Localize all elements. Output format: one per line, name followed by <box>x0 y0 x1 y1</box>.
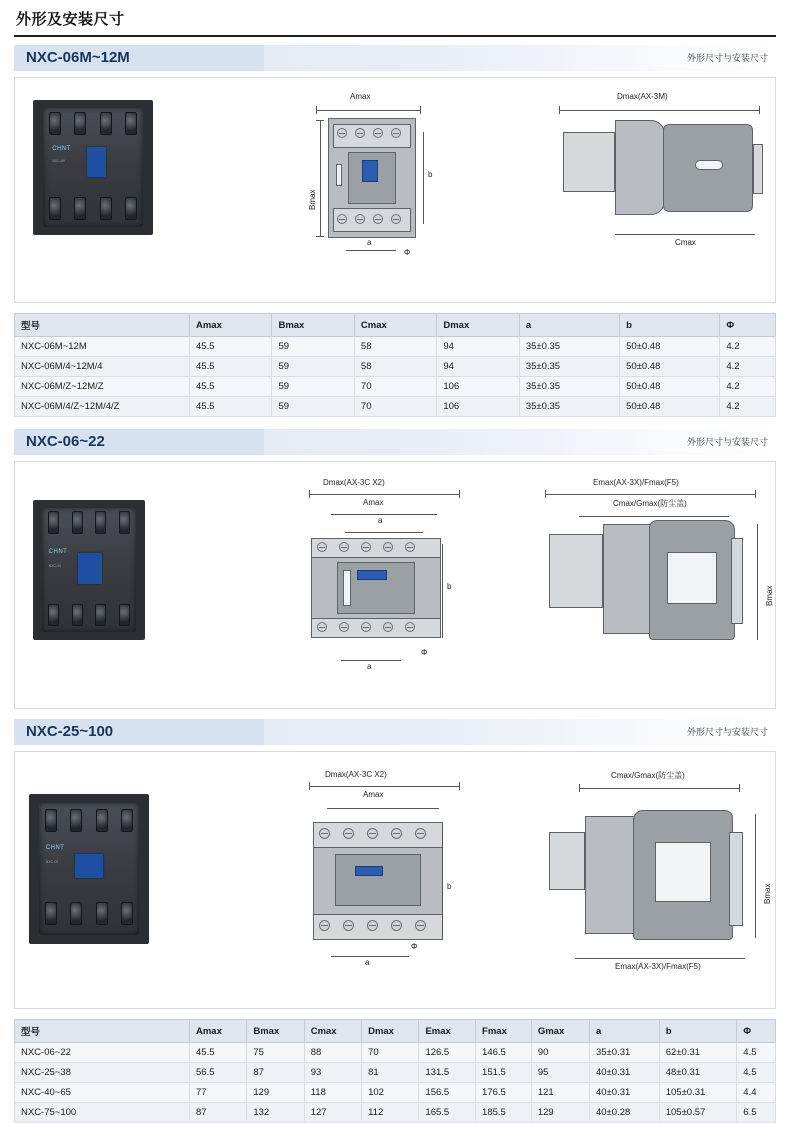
dim-cmax-2: Cmax/Gmax(防尘盖) <box>613 499 687 508</box>
screw-icon <box>391 214 401 224</box>
dim-a-3: a <box>365 958 370 967</box>
device-side-slot <box>343 570 351 606</box>
screw-icon <box>405 622 415 632</box>
side-main-block <box>603 524 653 634</box>
device-center <box>335 854 421 906</box>
cell-a: 40±0.31 <box>589 1083 659 1103</box>
terminal <box>48 604 59 626</box>
cell-amax: 45.5 <box>190 377 272 397</box>
terminal <box>70 902 82 925</box>
terminal <box>119 604 130 626</box>
terminal <box>74 112 86 135</box>
cell-dmax: 106 <box>437 397 519 417</box>
photo-bottom-terminals <box>42 604 136 626</box>
cell-a: 35±0.35 <box>519 377 619 397</box>
table-header-row <box>15 314 776 337</box>
cell-model: NXC-06M/Z~12M/Z <box>15 377 190 397</box>
cell-amax: 45.5 <box>190 357 272 377</box>
cell-bmax: 87 <box>247 1063 304 1083</box>
terminal <box>74 197 86 220</box>
cell-cmax: 58 <box>354 357 436 377</box>
product-photo-3 <box>29 794 149 944</box>
terminal <box>121 902 133 925</box>
th-dmax: Dmax <box>437 314 519 337</box>
cell-bmax: 129 <box>247 1083 304 1103</box>
terminal <box>125 112 137 135</box>
cell-cmax: 118 <box>304 1083 361 1103</box>
cell-bmax: 59 <box>272 377 354 397</box>
screw-icon <box>339 542 349 552</box>
photo-top-terminals <box>42 511 136 533</box>
terminal <box>70 809 82 832</box>
device-bottom-band <box>311 618 441 638</box>
photo-blue-button <box>87 147 106 177</box>
dim-phi-3: Φ <box>411 942 418 951</box>
terminal <box>125 197 137 220</box>
section-header-3 <box>14 719 776 745</box>
cell-dmax: 94 <box>437 357 519 377</box>
cell-model: NXC-75~100 <box>15 1103 190 1123</box>
side-slot <box>695 160 723 170</box>
screw-icon <box>367 828 378 839</box>
cell-fmax: 176.5 <box>476 1083 532 1103</box>
photo-bottom-terminals <box>39 902 140 925</box>
spec-table-1 <box>14 313 776 417</box>
th-gmax: Gmax <box>531 1020 589 1043</box>
th-bmax: Bmax <box>247 1020 304 1043</box>
th-amax: Amax <box>190 314 272 337</box>
front-view-drawing-2 <box>295 478 485 688</box>
device-side-slot <box>336 164 342 186</box>
brand-label: CHNT <box>48 549 68 555</box>
cell-model: NXC-06M/4~12M/4 <box>15 357 190 377</box>
cell-b: 50±0.48 <box>620 357 720 377</box>
cell-b: 50±0.48 <box>620 377 720 397</box>
section-note-3: 外形尺寸与安装尺寸 <box>686 727 768 737</box>
th-amax: Amax <box>190 1020 247 1043</box>
th-model: 型号 <box>15 314 190 337</box>
cell-phi: 4.2 <box>720 397 776 417</box>
screw-icon <box>317 542 327 552</box>
screw-icon <box>319 920 330 931</box>
dim-emax-3: Emax(AX-3X)/Fmax(F5) <box>615 962 701 971</box>
terminal <box>96 809 108 832</box>
cell-a: 35±0.35 <box>519 357 619 377</box>
cell-amax: 45.5 <box>190 397 272 417</box>
cell-model: NXC-40~65 <box>15 1083 190 1103</box>
cell-cmax: 93 <box>304 1063 361 1083</box>
terminal <box>48 511 59 533</box>
cell-bmax: 132 <box>247 1103 304 1123</box>
screw-icon <box>391 920 402 931</box>
cell-phi: 4.5 <box>737 1063 776 1083</box>
cell-b: 48±0.31 <box>659 1063 737 1083</box>
section-title-2: NXC-06~22 <box>26 433 105 450</box>
screw-icon <box>373 128 383 138</box>
screw-icon <box>337 214 347 224</box>
side-tab <box>731 538 743 624</box>
cell-bmax: 59 <box>272 357 354 377</box>
dim-b-3: b <box>447 882 452 891</box>
dim-dmax-2: Dmax(AX-3C X2) <box>323 478 385 487</box>
screw-icon <box>337 128 347 138</box>
terminal <box>45 902 57 925</box>
screw-icon <box>415 920 426 931</box>
screw-icon <box>343 920 354 931</box>
screw-icon <box>405 542 415 552</box>
cell-amax: 45.5 <box>190 337 272 357</box>
cell-phi: 6.5 <box>737 1103 776 1123</box>
photo-blue-button <box>75 854 104 878</box>
table-row <box>15 1063 776 1083</box>
cell-cmax: 58 <box>354 337 436 357</box>
screw-icon <box>361 622 371 632</box>
cell-a: 35±0.31 <box>589 1043 659 1063</box>
cell-gmax: 95 <box>531 1063 589 1083</box>
cell-cmax: 127 <box>304 1103 361 1123</box>
front-view-drawing-1 <box>300 92 460 272</box>
dim-bmax-2: Bmax <box>765 585 774 606</box>
cell-b: 50±0.48 <box>620 397 720 417</box>
side-tab <box>729 832 743 926</box>
cell-emax: 165.5 <box>419 1103 476 1123</box>
cell-a: 40±0.31 <box>589 1063 659 1083</box>
dim-amax-2: Amax <box>363 498 384 507</box>
cell-dmax: 70 <box>362 1043 419 1063</box>
cell-a: 40±0.28 <box>589 1103 659 1123</box>
cell-phi: 4.2 <box>720 377 776 397</box>
terminal <box>95 604 106 626</box>
table-row <box>15 377 776 397</box>
dim-phi-2: Φ <box>421 648 428 657</box>
terminal <box>72 604 83 626</box>
cell-dmax: 102 <box>362 1083 419 1103</box>
cell-model: NXC-06~22 <box>15 1043 190 1063</box>
cell-b: 105±0.57 <box>659 1103 737 1123</box>
spec-table-2 <box>14 1019 776 1123</box>
th-dmax: Dmax <box>362 1020 419 1043</box>
side-view-drawing-1 <box>545 92 775 272</box>
th-a: a <box>519 314 619 337</box>
cell-emax: 126.5 <box>419 1043 476 1063</box>
cell-fmax: 185.5 <box>476 1103 532 1123</box>
screw-icon <box>343 828 354 839</box>
side-main-block <box>585 816 635 934</box>
cell-fmax: 151.5 <box>476 1063 532 1083</box>
terminal <box>45 809 57 832</box>
cell-cmax: 88 <box>304 1043 361 1063</box>
terminal <box>100 197 112 220</box>
screw-icon <box>383 622 393 632</box>
dim-b-2: b <box>447 582 452 591</box>
th-phi: Φ <box>737 1020 776 1043</box>
photo-blue-button <box>78 553 103 584</box>
section-note-2: 外形尺寸与安装尺寸 <box>686 437 768 447</box>
brand-label: CHNT <box>45 845 65 851</box>
cell-gmax: 129 <box>531 1103 589 1123</box>
cell-phi: 4.5 <box>737 1043 776 1063</box>
screw-icon <box>361 542 371 552</box>
figure-panel-3 <box>14 751 776 1009</box>
section-title-1: NXC-06M~12M <box>26 49 130 66</box>
cell-dmax: 94 <box>437 337 519 357</box>
cell-emax: 131.5 <box>419 1063 476 1083</box>
dim-bmax-3: Bmax <box>763 883 772 904</box>
screw-icon <box>355 128 365 138</box>
cell-b: 105±0.31 <box>659 1083 737 1103</box>
cell-dmax: 112 <box>362 1103 419 1123</box>
section-title-3: NXC-25~100 <box>26 723 114 740</box>
cell-model: NXC-06M~12M <box>15 337 190 357</box>
photo-model-label: NXC-09 <box>52 159 65 164</box>
screw-icon <box>391 128 401 138</box>
device-blue-part <box>362 160 378 182</box>
cell-b: 50±0.48 <box>620 337 720 357</box>
cell-model: NXC-06M/4/Z~12M/4/Z <box>15 397 190 417</box>
cell-fmax: 146.5 <box>476 1043 532 1063</box>
device-blue-part <box>357 570 387 580</box>
th-b: b <box>620 314 720 337</box>
product-photo-1 <box>33 100 153 235</box>
terminal <box>72 511 83 533</box>
table-row <box>15 397 776 417</box>
table-row <box>15 1083 776 1103</box>
screw-icon <box>339 622 349 632</box>
dim-dmax-3: Dmax(AX-3C X2) <box>325 770 387 779</box>
figure-panel-1 <box>14 77 776 303</box>
table-row <box>15 1043 776 1063</box>
dim-cmax-3: Cmax/Gmax(防尘盖) <box>611 771 685 780</box>
th-model: 型号 <box>15 1020 190 1043</box>
dim-phi-1: Φ <box>404 248 411 257</box>
cell-bmax: 59 <box>272 397 354 417</box>
cell-model: NXC-25~38 <box>15 1063 190 1083</box>
cell-phi: 4.4 <box>737 1083 776 1103</box>
dim-a-2: a <box>378 516 383 525</box>
dim-a2-2: a <box>367 662 372 671</box>
table-header-row <box>15 1020 776 1043</box>
side-main-block <box>615 120 665 215</box>
th-emax: Emax <box>419 1020 476 1043</box>
cell-gmax: 121 <box>531 1083 589 1103</box>
table-row <box>15 1103 776 1123</box>
side-aux-block <box>563 132 615 192</box>
terminal <box>121 809 133 832</box>
page-title: 外形及安装尺寸 <box>16 11 125 28</box>
terminal <box>49 112 61 135</box>
table-row <box>15 357 776 377</box>
title-divider <box>14 35 776 37</box>
cell-emax: 156.5 <box>419 1083 476 1103</box>
photo-top-terminals <box>43 112 144 135</box>
dim-b-1: b <box>428 170 433 179</box>
cell-dmax: 81 <box>362 1063 419 1083</box>
cell-a: 35±0.35 <box>519 397 619 417</box>
section-header-1 <box>14 45 776 71</box>
side-view-drawing-3 <box>535 770 785 990</box>
cell-a: 35±0.35 <box>519 337 619 357</box>
cell-b: 62±0.31 <box>659 1043 737 1063</box>
side-inner-slot <box>655 842 711 902</box>
screw-icon <box>383 542 393 552</box>
front-view-drawing-3 <box>295 770 485 990</box>
side-inner-slot <box>667 552 717 604</box>
cell-amax: 77 <box>190 1083 247 1103</box>
cell-bmax: 75 <box>247 1043 304 1063</box>
cell-phi: 4.2 <box>720 337 776 357</box>
dim-a-1: a <box>367 238 372 247</box>
cell-phi: 4.2 <box>720 357 776 377</box>
side-aux-block <box>549 832 585 890</box>
terminal <box>96 902 108 925</box>
side-tab <box>753 144 763 194</box>
screw-icon <box>391 828 402 839</box>
photo-bottom-terminals <box>43 197 144 220</box>
dim-dmax-1: Dmax(AX-3M) <box>617 92 668 101</box>
brand-label: CHNT <box>52 145 71 152</box>
terminal <box>119 511 130 533</box>
cell-gmax: 90 <box>531 1043 589 1063</box>
section-header-2 <box>14 429 776 455</box>
side-view-drawing-2 <box>535 478 785 688</box>
terminal <box>49 197 61 220</box>
photo-model-label: NXC-09 <box>48 564 62 569</box>
photo-top-terminals <box>39 809 140 832</box>
screw-icon <box>355 214 365 224</box>
device-blue-part <box>355 866 383 876</box>
cell-amax: 45.5 <box>190 1043 247 1063</box>
dim-cmax-1: Cmax <box>675 238 696 247</box>
terminal <box>100 112 112 135</box>
device-top-band <box>311 538 441 558</box>
cell-amax: 56.5 <box>190 1063 247 1083</box>
th-a: a <box>589 1020 659 1043</box>
photo-model-label: NXC-09 <box>45 860 59 864</box>
dim-bmax-1: Bmax <box>308 189 317 210</box>
th-bmax: Bmax <box>272 314 354 337</box>
screw-icon <box>415 828 426 839</box>
screw-icon <box>373 214 383 224</box>
cell-dmax: 106 <box>437 377 519 397</box>
section-note-1: 外形尺寸与安装尺寸 <box>686 53 768 63</box>
cell-cmax: 70 <box>354 397 436 417</box>
cell-cmax: 70 <box>354 377 436 397</box>
product-photo-2 <box>33 500 145 640</box>
dim-amax-3: Amax <box>363 790 384 799</box>
th-cmax: Cmax <box>354 314 436 337</box>
dim-amax-1: Amax <box>350 92 371 101</box>
cell-amax: 87 <box>190 1103 247 1123</box>
th-cmax: Cmax <box>304 1020 361 1043</box>
screw-icon <box>319 828 330 839</box>
th-phi: Φ <box>720 314 776 337</box>
screw-icon <box>367 920 378 931</box>
screw-icon <box>317 622 327 632</box>
th-b: b <box>659 1020 737 1043</box>
terminal <box>95 511 106 533</box>
side-aux-block <box>549 534 603 608</box>
dim-emax-2: Emax(AX-3X)/Fmax(F5) <box>593 478 679 487</box>
th-fmax: Fmax <box>476 1020 532 1043</box>
figure-panel-2 <box>14 461 776 709</box>
cell-bmax: 59 <box>272 337 354 357</box>
table-row <box>15 337 776 357</box>
